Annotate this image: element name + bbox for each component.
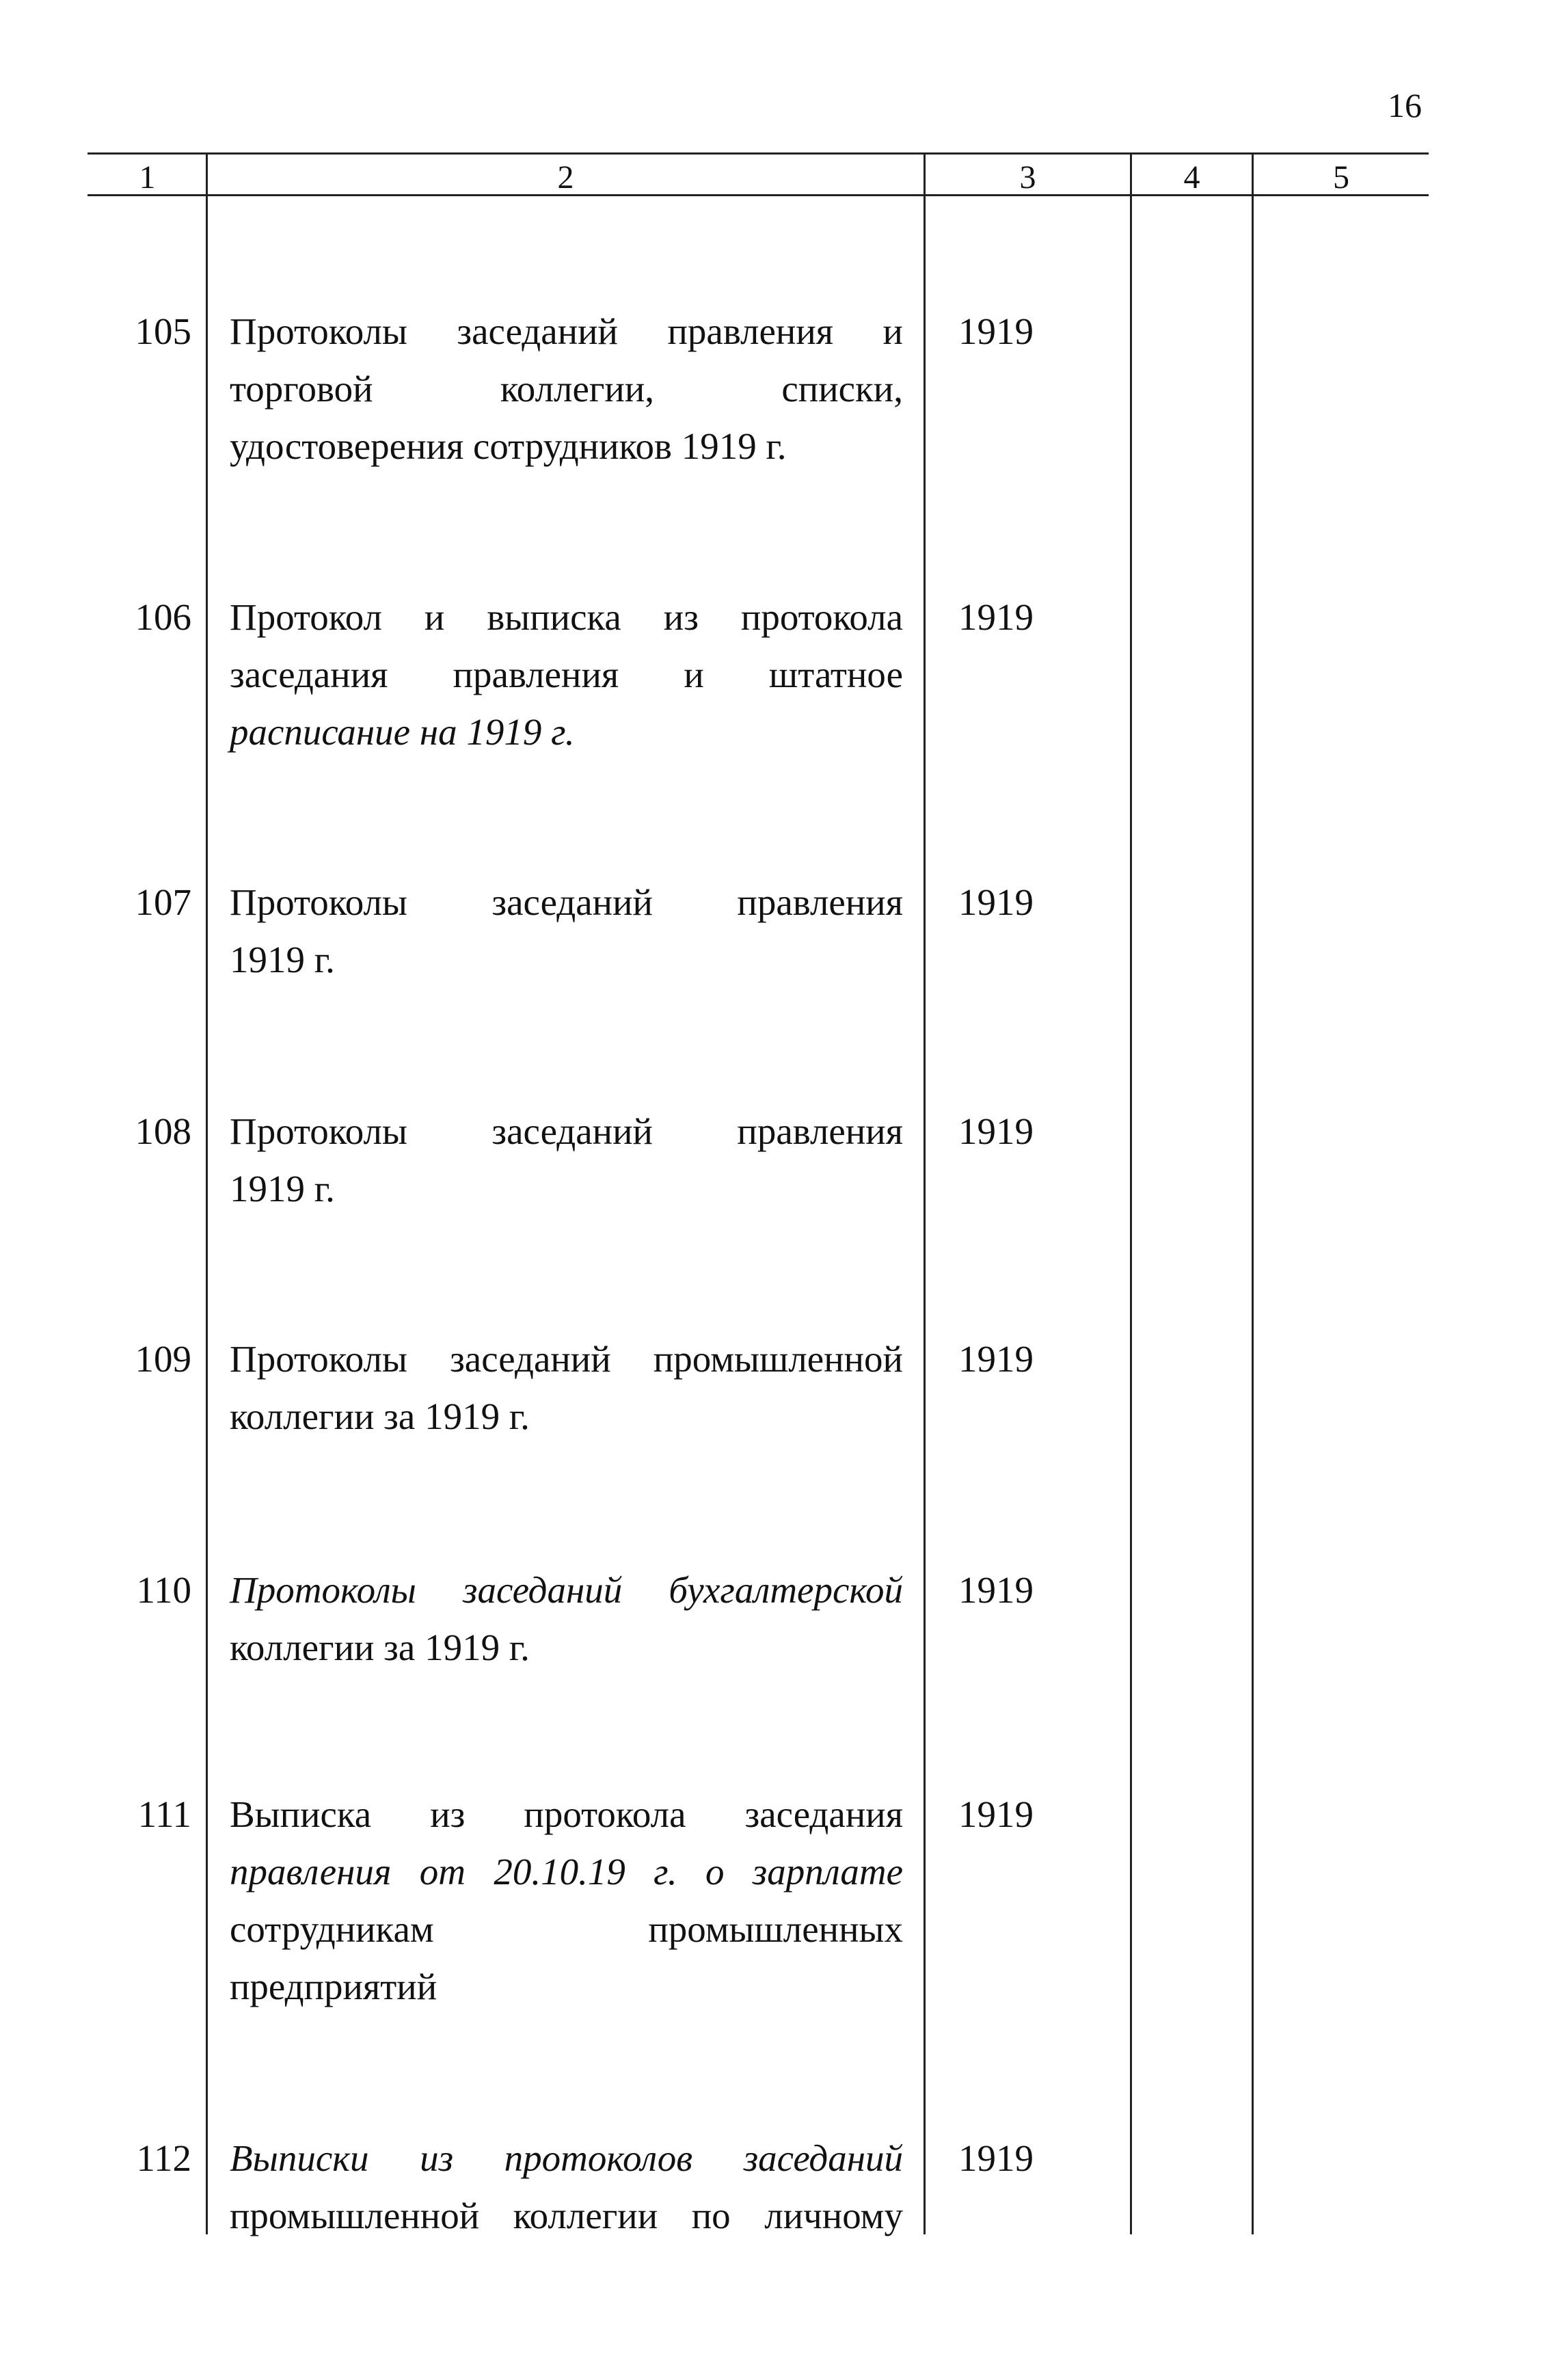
- description-line: промышленной коллегии по личному: [230, 2195, 903, 2236]
- description-line: Протоколы заседаний правления: [230, 1110, 903, 1152]
- column-divider: [1252, 152, 1254, 2234]
- item-year: 1919: [958, 2137, 1034, 2179]
- table-top-rule: [87, 152, 1429, 155]
- item-description: [230, 1786, 903, 2016]
- description-line: Выписки из протоколов заседаний: [230, 2137, 903, 2179]
- description-line: Выписка из протокола заседания: [230, 1793, 903, 1835]
- item-number: 112: [136, 2137, 191, 2179]
- column-header-2: 2: [557, 159, 574, 196]
- item-year: 1919: [958, 881, 1034, 923]
- description-line: Протоколы заседаний правления: [230, 881, 903, 923]
- item-year: 1919: [958, 1793, 1034, 1835]
- description-line: Протоколы заседаний промышленной: [230, 1338, 903, 1380]
- column-divider: [206, 152, 208, 2234]
- item-year: 1919: [958, 596, 1034, 638]
- item-description: [230, 303, 903, 475]
- item-description: [230, 1562, 903, 1676]
- column-header-3: 3: [1019, 159, 1036, 196]
- item-number: 111: [137, 1793, 191, 1835]
- column-header-1: 1: [139, 159, 156, 196]
- item-year: 1919: [958, 1569, 1034, 1611]
- description-line: расписание на 1919 г.: [230, 711, 575, 753]
- item-year: 1919: [958, 1110, 1034, 1152]
- item-description: [230, 2130, 903, 2245]
- item-number: 106: [135, 596, 191, 638]
- column-header-4: 4: [1183, 159, 1200, 196]
- item-number: 105: [135, 310, 191, 352]
- page-number: 16: [1388, 86, 1422, 124]
- description-line: заседания правления и штатное: [230, 654, 903, 695]
- item-number: 110: [136, 1569, 191, 1611]
- item-description: [230, 1103, 903, 1218]
- description-line: Протокол и выписка из протокола: [230, 596, 903, 638]
- item-number: 109: [135, 1338, 191, 1380]
- description-line: коллегии за 1919 г.: [230, 1627, 530, 1668]
- description-line: 1919 г.: [230, 939, 335, 980]
- column-header-5: 5: [1333, 159, 1349, 196]
- column-divider: [1130, 152, 1132, 2234]
- description-line: сотрудникам промышленных: [230, 1908, 903, 1950]
- column-divider: [923, 152, 926, 2234]
- item-description: [230, 589, 903, 761]
- item-year: 1919: [958, 310, 1034, 352]
- description-line: Протоколы заседаний правления и: [230, 310, 903, 352]
- description-line: торговой коллегии, списки,: [230, 368, 903, 410]
- description-line: удостоверения сотрудников 1919 г.: [230, 425, 787, 467]
- item-description: [230, 1331, 903, 1445]
- item-description: [230, 874, 903, 989]
- item-number: 108: [135, 1110, 191, 1152]
- description-line: предприятий: [230, 1966, 437, 2007]
- description-line: коллегии за 1919 г.: [230, 1395, 530, 1437]
- description-line: Протоколы заседаний бухгалтерской: [230, 1569, 903, 1611]
- description-line: правления от 20.10.19 г. о зарплате: [230, 1851, 903, 1893]
- item-year: 1919: [958, 1338, 1034, 1380]
- item-number: 107: [135, 881, 191, 923]
- description-line: 1919 г.: [230, 1168, 335, 1209]
